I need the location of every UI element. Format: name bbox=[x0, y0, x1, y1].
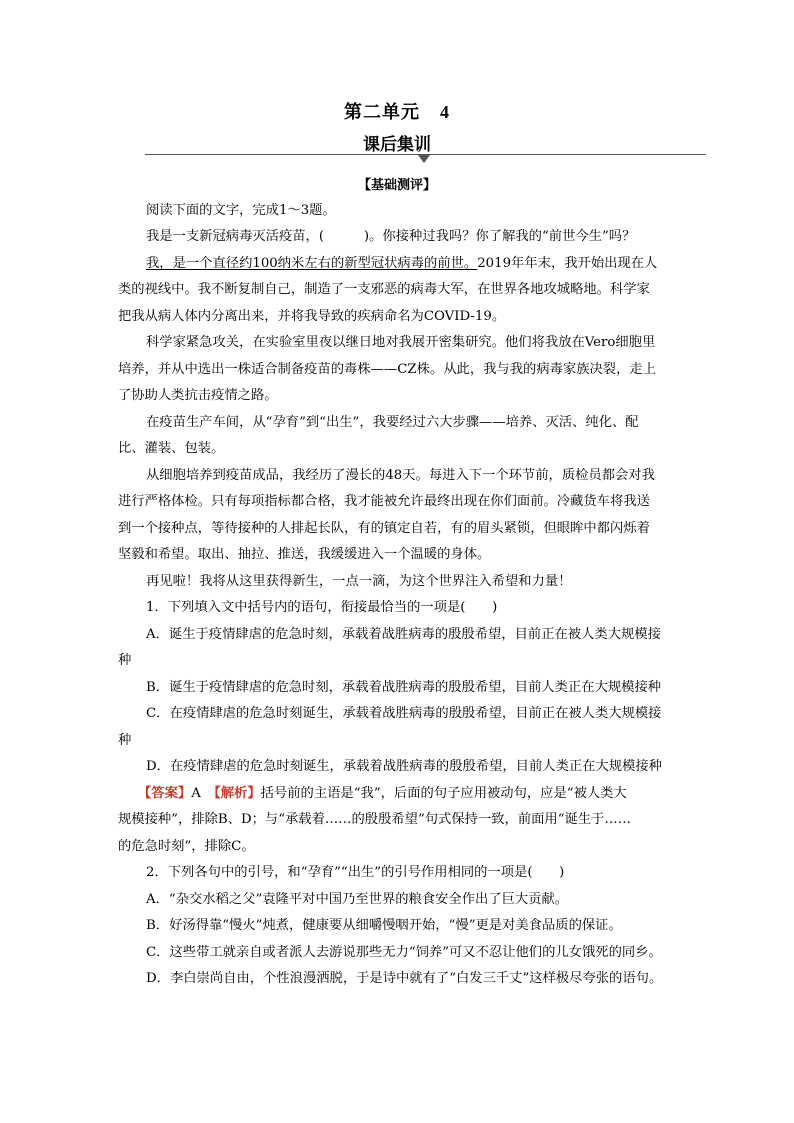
option-2c: C．这些带工就亲自或者派人去游说那些无力“饲养”可又不忍让他们的儿女饿死的同乡。 bbox=[146, 945, 662, 960]
passage-line: 再见啦！我将从这里获得新生，一点一滴，为这个世界注入希望和力量！ bbox=[146, 574, 572, 589]
explanation-line: 规模接种”，排除B、D；与“承载着……的殷殷希望”句式保持一致，前面用“诞生于…… bbox=[118, 812, 632, 827]
explanation-label: 【解析】 bbox=[214, 786, 261, 801]
passage-line: 科学家紧急攻关，在实验室里夜以继日地对我展开密集研究。他们将我放在Vero细胞里 bbox=[146, 335, 656, 350]
option-1b: B．诞生于疫情肆虐的危急时刻，承载着战胜病毒的殷殷希望，目前人类正在大规模接种 bbox=[146, 680, 662, 695]
passage-line: 到一个接种点，等待接种的人排起长队，有的镇定自若，有的眉头紧锁，但眼眸中都闪烁着 bbox=[118, 521, 650, 536]
answer-explanation bbox=[138, 786, 627, 802]
explanation-line: 的危急时刻”，排除C。 bbox=[118, 839, 255, 854]
explanation-text: 括号前的主语是“我”，后面的句子应用被动句，应是“被人类大 bbox=[260, 786, 627, 801]
passage-line: 了协助人类抗击疫情之路。 bbox=[118, 388, 278, 403]
passage-text: 2019年年末，我开始出现在人 bbox=[477, 256, 658, 271]
option-2b: B．好汤得靠“慢火”炖煮，健康要从细嚼慢咽开始，“慢”更是对美食品质的保证。 bbox=[146, 918, 622, 933]
option-1c-cont: 种 bbox=[118, 733, 132, 748]
page-subtitle: 课后集训 bbox=[363, 135, 431, 155]
passage-line: 培养，并从中选出一株适合制备疫苗的毒株——CZ株。从此，我与我的病毒家族决裂，走上 bbox=[118, 362, 656, 377]
question-2: 2．下列各句中的引号，和“孕育”“出生”的引号作用相同的一项是( ) bbox=[146, 865, 565, 880]
passage-line: 把我从病人体内分离出来，并将我导致的疾病命名为COVID-19。 bbox=[118, 309, 506, 324]
passage-line: 比、灌装、包装。 bbox=[118, 441, 225, 456]
option-1c: C．在疫情肆虐的危急时刻诞生，承载着战胜病毒的殷殷希望，目前正在被人类大规模接 bbox=[146, 706, 662, 721]
lesson-number: 4 bbox=[440, 102, 450, 122]
question-1: 1．下列填入文中括号内的语句，衔接最恰当的一项是( ) bbox=[146, 600, 498, 615]
underlined-sentence: 我，是一个直径约100纳米左右的新型冠状病毒的前世。 bbox=[146, 256, 478, 271]
section-heading: 【基础测评】 bbox=[357, 178, 436, 193]
passage-line: 坚毅和希望。取出、抽拉、推送，我缓缓进入一个温暖的身体。 bbox=[118, 547, 491, 562]
passage-line: 在疫苗生产车间，从“孕育”到“出生”，我要经过六大步骤——培养、灭活、纯化、配 bbox=[146, 415, 639, 430]
triangle-marker-icon bbox=[418, 155, 430, 163]
option-1a: A．诞生于疫情肆虐的危急时刻，承载着战胜病毒的殷殷希望，目前正在被人类大规模接 bbox=[146, 627, 661, 642]
instruction-text: 阅读下面的文字，完成1～3题。 bbox=[146, 203, 336, 218]
passage-line: 类的视线中。我不断复制自己，制造了一支邪恶的病毒大军，在世界各地攻城略地。科学家 bbox=[118, 282, 650, 297]
option-1a-cont: 种 bbox=[118, 653, 132, 668]
answer-label: 【答案】 bbox=[138, 786, 192, 801]
unit-title: 第二单元 bbox=[344, 102, 420, 123]
answer-value: A bbox=[191, 786, 201, 801]
option-2a: A．“杂交水稻之父”袁隆平对中国乃至世界的粮食安全作出了巨大贡献。 bbox=[146, 892, 569, 907]
passage-line: 从细胞培养到疫苗成品，我经历了漫长的48天。每进入下一个环节前，质检员都会对我 bbox=[146, 468, 655, 483]
passage-line: 进行严格体检。只有每项指标都合格，我才能被允许最终出现在你们面前。冷藏货车将我送 bbox=[118, 494, 650, 509]
page-title bbox=[0, 98, 794, 124]
passage-line: 我是一支新冠病毒灭活疫苗，( )。你接种过我吗？你了解我的“前世今生”吗？ bbox=[146, 229, 636, 244]
option-1d: D．在疫情肆虐的危急时刻诞生，承载着战胜病毒的殷殷希望，目前人类正在大规模接种 bbox=[146, 759, 662, 774]
passage-line bbox=[146, 256, 657, 272]
option-2d: D．李白崇尚自由，个性浪漫洒脱，于是诗中就有了“白发三千丈”这样极尽夸张的语句。 bbox=[146, 971, 663, 986]
